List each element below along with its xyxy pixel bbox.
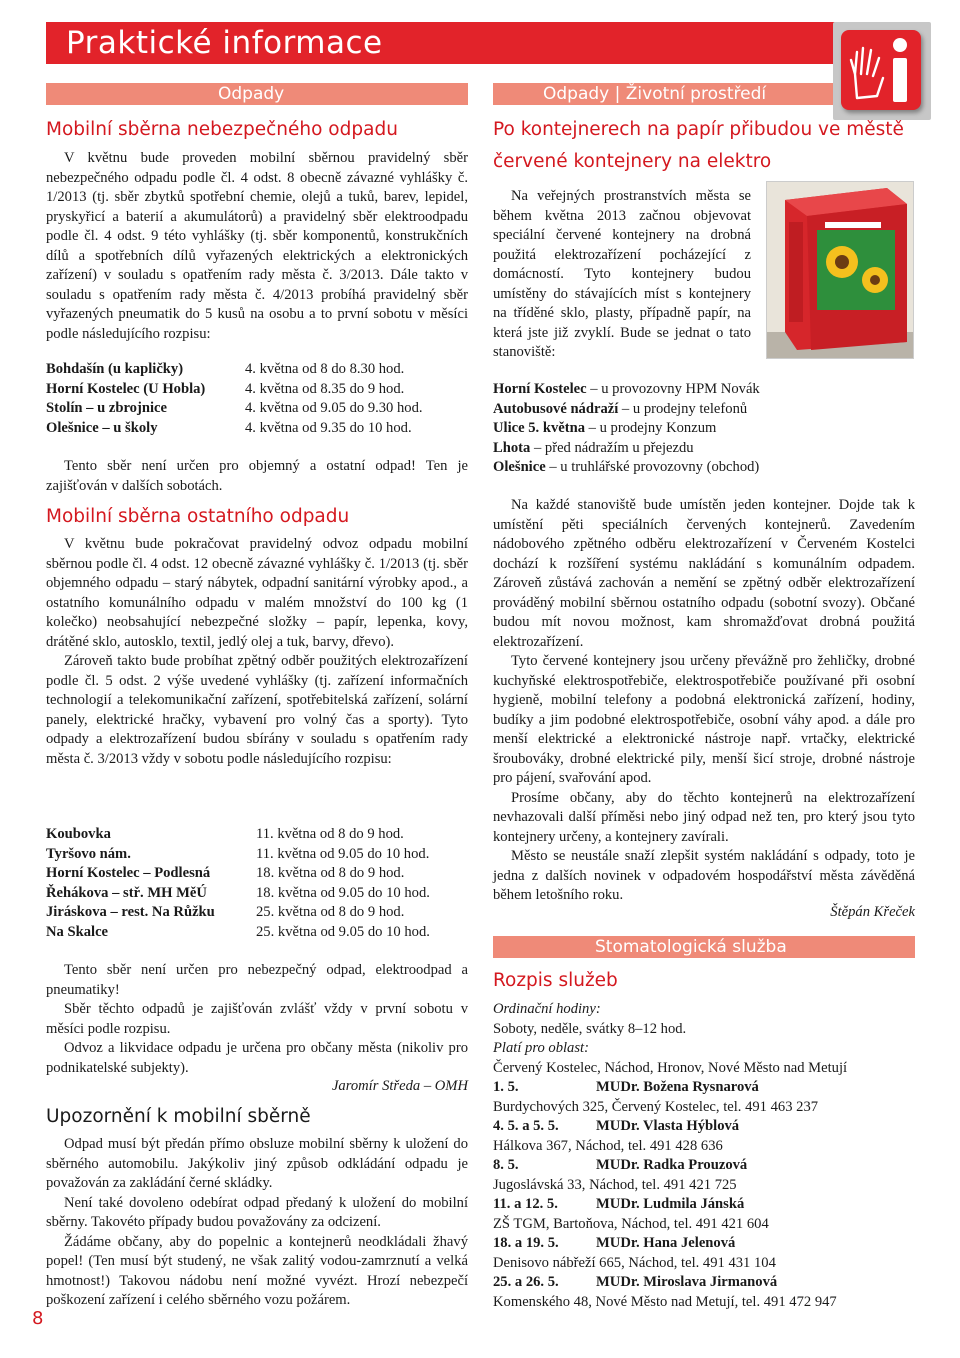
duty-doctor: MUDr. Hana Jelenová	[596, 1235, 736, 1251]
schedule-row	[46, 360, 468, 380]
schedule-time: 4. května od 8 do 8.30 hod.	[245, 361, 405, 377]
schedule-place: Bohdašín (u kapličky)	[46, 361, 184, 377]
site-item	[493, 380, 915, 400]
duty-date: 25. a 26. 5.	[493, 1274, 559, 1290]
heading-mobilni-sberna-ostatniho: Mobilní sběrna ostatního odpadu	[46, 506, 350, 527]
schedule-time: 18. května od 9.05 do 10 hod.	[256, 884, 430, 901]
schedule-place: Stolín – u zbrojnice	[46, 400, 167, 416]
site-item	[493, 458, 915, 478]
duty-address: ZŠ TGM, Bartoňova, Náchod, tel. 491 421 604	[493, 1215, 769, 1232]
duty-doctor: MUDr. Radka Prouzová	[596, 1157, 748, 1173]
duty-date: 1. 5.	[493, 1079, 519, 1095]
duty-row	[493, 1273, 915, 1293]
site-place: Ulice 5. května	[493, 420, 586, 436]
duty-address: Denisovo nábřeží 665, Náchod, tel. 491 431 104	[493, 1254, 776, 1271]
schedule-nebezpecny	[46, 360, 468, 438]
duty-address: Hálkova 367, Náchod, tel. 491 428 636	[493, 1137, 723, 1154]
duty-doctor: MUDr. Miroslava Jirmanová	[596, 1274, 778, 1290]
hours-label: Ordinační hodiny:	[493, 1001, 601, 1017]
schedule-time: 25. května od 8 do 9 hod.	[256, 904, 405, 920]
area-value: Červený Kostelec, Náchod, Hronov, Nové Město nad Metují	[493, 1059, 848, 1076]
site-item	[493, 400, 915, 420]
site-desc: – u prodejny telefonů	[618, 400, 748, 417]
site-desc: – u truhlářské provozovny (obchod)	[545, 459, 760, 475]
page-title: Praktické informace	[66, 25, 383, 61]
schedule-place: Olešnice – u školy	[46, 419, 158, 436]
signature-streda: Jaromír Středa – OMH	[331, 1078, 468, 1094]
duty-doctor: MUDr. Ludmila Jánská	[596, 1196, 745, 1212]
site-place: Lhota	[493, 439, 531, 456]
schedule-row	[46, 399, 468, 419]
signature-krecek: Štěpán Křeček	[830, 904, 915, 920]
site-place: Olešnice	[493, 459, 546, 475]
duty-date: 4. 5. a 5. 5.	[493, 1118, 559, 1134]
info-i-icon	[889, 38, 911, 102]
duty-address: Komenského 48, Nové Město nad Metují, tel. 491 472 947	[493, 1293, 837, 1310]
schedule-time: 11. května od 9.05 do 10 hod.	[256, 845, 430, 862]
schedule-time: 4. května od 9.05 do 9.30 hod.	[245, 400, 423, 416]
paragraph: Žádáme občany, aby do popelnic a kontejnerů neodkládali žhavý popel! (Ten musí být studený, ne však zalitý vodou-zamrznutí a velká hmotnost!) Takovou nádobu není možné vyvézt. Hrozí nebezpečí poškození zařízení i celého sběrného vozu požárem.	[46, 1233, 468, 1308]
duty-address: Jugoslávská 33, Náchod, tel. 491 421 725	[493, 1176, 737, 1193]
paragraph: Zároveň takto bude probíhat zpětný odběr použitých elektrozařízení podle čl. 5 odst. 2 výše uvedené vyhlášky (tj. zařízení informačních technologií a telekomunikační zařízení, spotřebitelská zařízení, solární panely, elektrické hračky, vybavení pro volný čas a sporty). Tyto odpady a elektrozařízení budou sbírány v souladu s opatřením rady města č. 3/2013 vždy v sobotu podle následujícího rozpisu:	[46, 653, 468, 767]
site-item	[493, 439, 915, 459]
hand-icon	[847, 44, 891, 100]
paragraph: Sběr těchto odpadů je zajišťován zvlášť vždy v první sobotu v měsíci podle rozpisu.	[46, 1001, 468, 1037]
duty-row	[493, 1234, 915, 1254]
schedule-place: Na Skalce	[46, 923, 109, 940]
site-place: Autobusové nádraží	[493, 400, 619, 417]
duty-row	[493, 1156, 915, 1176]
heading-kontejnery-line2: červené kontejnery na elektro	[493, 151, 772, 172]
schedule-place: Tyršovo nám.	[46, 845, 131, 862]
schedule-place: Koubovka	[46, 826, 111, 842]
schedule-time: 4. května od 8.35 do 9 hod.	[245, 380, 405, 397]
sites-list	[493, 380, 915, 478]
schedule-row	[46, 419, 468, 439]
schedule-row	[46, 884, 468, 904]
schedule-row	[46, 825, 468, 845]
paragraph: Prosíme občany, aby do těchto kontejnerů na elektrozařízení nevhazovali další příměsi nebo jiný odpad než ten, pro který jsou tyto kontejnery určeny, a kontejnery zavírali.	[493, 789, 915, 845]
schedule-row	[46, 903, 468, 923]
paragraph: V květnu bude pokračovat pravidelný odvoz odpadu mobilní sběrnou podle čl. 4 odst. 12 obecně závazné vyhlášky č. 1/2013 (tj. sběr objemného odpadu – starý nábytek, odpadní sanitární výrobky apod., a ostatního komunálního odpadu v malém množství do 100 kg (1 kolečko) neobsahující nebezpečné složky – papír, lepenka, kovy, drátěné sklo, autosklo, textil, jedlý olej a tuk, barvy, dřevo).	[46, 536, 468, 650]
duty-doctor: MUDr. Vlasta Hýblová	[596, 1118, 740, 1134]
schedule-row	[46, 923, 468, 943]
duty-address: Burdychových 325, Červený Kostelec, tel. 491 463 237	[493, 1098, 819, 1115]
duty-row	[493, 1195, 915, 1215]
article-kontejnery-intro	[493, 187, 751, 363]
schedule-time: 11. května od 8 do 9 hod.	[256, 826, 404, 842]
schedule-row	[46, 845, 468, 865]
duty-doctor: MUDr. Božena Rysnarová	[596, 1079, 759, 1095]
site-place: Horní Kostelec	[493, 381, 587, 397]
paragraph: V květnu bude proveden mobilní sběrnou pravidelný sběr nebezpečného odpadu podle čl. 4 odst. 8 obecně závazné vyhlášky č. 1/2013 (tj. sběr zbytků spotřební chemie, olejů a tuků, barev, lepidel, pryskyřicí a baterií a akumulátorů) a pravidelný sběr elektroodpadu podle čl. 4 odst. 9 této vyhlášky (tj. sběr komponentů, konstrukčních dílů a spotřebních dílů vyřazených elektrických a elektronických zařízení) v souladu s opatřením rady města č. 3/2013. Dále takto v souladu s opatřením rady města č. 4/2013 probíhá pravidelný sběr vyřazených pneumatik do 5 kusů na osobu a to první sobotu v měsíci podle následujícího rozpisu:	[46, 150, 468, 342]
hours-value: Soboty, neděle, svátky 8–12 hod.	[493, 1020, 687, 1037]
area-label: Platí pro oblast:	[493, 1040, 589, 1056]
container-illustration-icon	[767, 182, 914, 359]
section-bar-odpady: Odpady	[46, 83, 468, 105]
schedule-row	[46, 380, 468, 400]
schedule-row	[46, 864, 468, 884]
site-desc: – u provozovny HPM Novák	[586, 381, 760, 397]
article-kontejnery-body	[493, 496, 915, 906]
section-bar-stomatologicka: Stomatologická služba	[493, 936, 915, 958]
paragraph: Na každé stanoviště bude umístěn jeden kontejner. Dojde tak k umístění pěti speciálních červených kontejnerů. Zavedením nádobového zpětného odběru elektrozařízení v Červeném Kostelci dochází k rozšíření systému nakládání s komunálním odpadem. Zároveň zůstává zachován a nemění se zpětný odběr elektrozařízení prováděný mobilní sběrnou ostatního odpadu (sobotní svozy). Občané budou mít novou možnost, kam shromažďovat drobná použitá elektrozařízení.	[493, 497, 915, 650]
schedule-time: 25. května od 9.05 do 10 hod.	[256, 923, 430, 940]
schedule-place: Jiráskova – rest. Na Růžku	[46, 904, 215, 920]
duty-date: 18. a 19. 5.	[493, 1235, 559, 1251]
heading-rozpis-sluzeb: Rozpis služeb	[493, 970, 618, 991]
paragraph: Na veřejných prostranstvích města se během května 2013 začnou objevovat speciální červené kontejnery na drobná použitá elektrozařízení pocházející z domácností. Tyto kontejnery budou umístěny do stávajících míst s kontejnery na tříděné sklo, plasty, případně papír, na která jste již zvyklí. Bude se jednat o tato stanoviště:	[493, 188, 751, 360]
heading-mobilni-sberna-nebezpecneho: Mobilní sběrna nebezpečného odpadu	[46, 119, 398, 140]
article-nebezpecny-odpad	[46, 149, 468, 344]
schedule-place: Horní Kostelec (U Hobla)	[46, 380, 206, 397]
site-desc: – u prodejny Konzum	[585, 420, 717, 436]
note-nebezpecny	[46, 457, 468, 496]
schedule-ostatni	[46, 825, 468, 942]
dental-schedule	[493, 1000, 915, 1312]
page-number: 8	[32, 1308, 44, 1329]
duty-date: 11. a 12. 5.	[493, 1196, 558, 1212]
heading-upozorneni: Upozornění k mobilní sběrně	[46, 1106, 311, 1127]
duty-row	[493, 1078, 915, 1098]
paragraph: Není také dovoleno odebírat odpad předaný k uložení do mobilní sběrny. Takovéto případy budou považovány za odcizení.	[46, 1194, 468, 1230]
schedule-time: 18. května od 8 do 9 hod.	[256, 865, 405, 881]
paragraph: Tyto červené kontejnery jsou určeny převážně pro žehličky, drobné kuchyňské elektrospotřebiče, elektrospotřebiče používané při osobní hygieně, mobilní telefony a podobná elektronická zařízení, hodiny, budíky a jim podobné elektrospotřebiče, osobní váhy apod. a dále pro menší elektrické a elektronické nástroje např. vrtačky, elektrické šroubováky, drobné elektrické pily, menší šicí stroje, drobné nástroje pro pájení, svařování apod.	[493, 653, 915, 786]
info-hand-logo-icon	[833, 22, 931, 120]
site-item	[493, 419, 915, 439]
schedule-place: Horní Kostelec – Podlesná	[46, 865, 211, 881]
red-container-photo	[766, 181, 914, 359]
paragraph: Odvoz a likvidace odpadu je určena pro občany města (nikoliv pro podnikatelské subjekty).	[46, 1040, 468, 1076]
paragraph: Tento sběr není určen pro objemný a ostatní odpad! Ten je zajišťován v dalších sobotách.	[46, 458, 468, 494]
page-header-bar	[46, 22, 916, 64]
paragraph: Tento sběr není určen pro nebezpečný odpad, elektroodpad a pneumatiky!	[46, 962, 468, 998]
paragraph: Odpad musí být předán přímo obsluze mobilní sběrny k uložení do sběrného automobilu. Jakýkoliv jiný způsob odkládání odpadu je považován za zakládání černé skládky.	[46, 1136, 468, 1191]
article-ostatni-odpad	[46, 535, 468, 769]
duty-date: 8. 5.	[493, 1157, 519, 1173]
notes-ostatni	[46, 961, 468, 1078]
paragraph: Město se neustále snaží zlepšit systém nakládání s odpady, toto je jedna z dalších novinek v odpadovém hospodářství města závěděná během letošního roku.	[493, 848, 915, 903]
site-desc: – před nádražím u přejezdu	[530, 439, 694, 456]
duty-row	[493, 1117, 915, 1137]
heading-kontejnery-line1: Po kontejnerech na papír přibudou ve městě	[493, 119, 904, 140]
article-upozorneni	[46, 1135, 468, 1311]
section-bar-zivotni-prostredi: Odpady | Životní prostředí	[493, 83, 833, 105]
schedule-time: 4. května od 9.35 do 10 hod.	[245, 419, 412, 436]
schedule-place: Řehákova – stř. MH MěÚ	[46, 884, 207, 901]
